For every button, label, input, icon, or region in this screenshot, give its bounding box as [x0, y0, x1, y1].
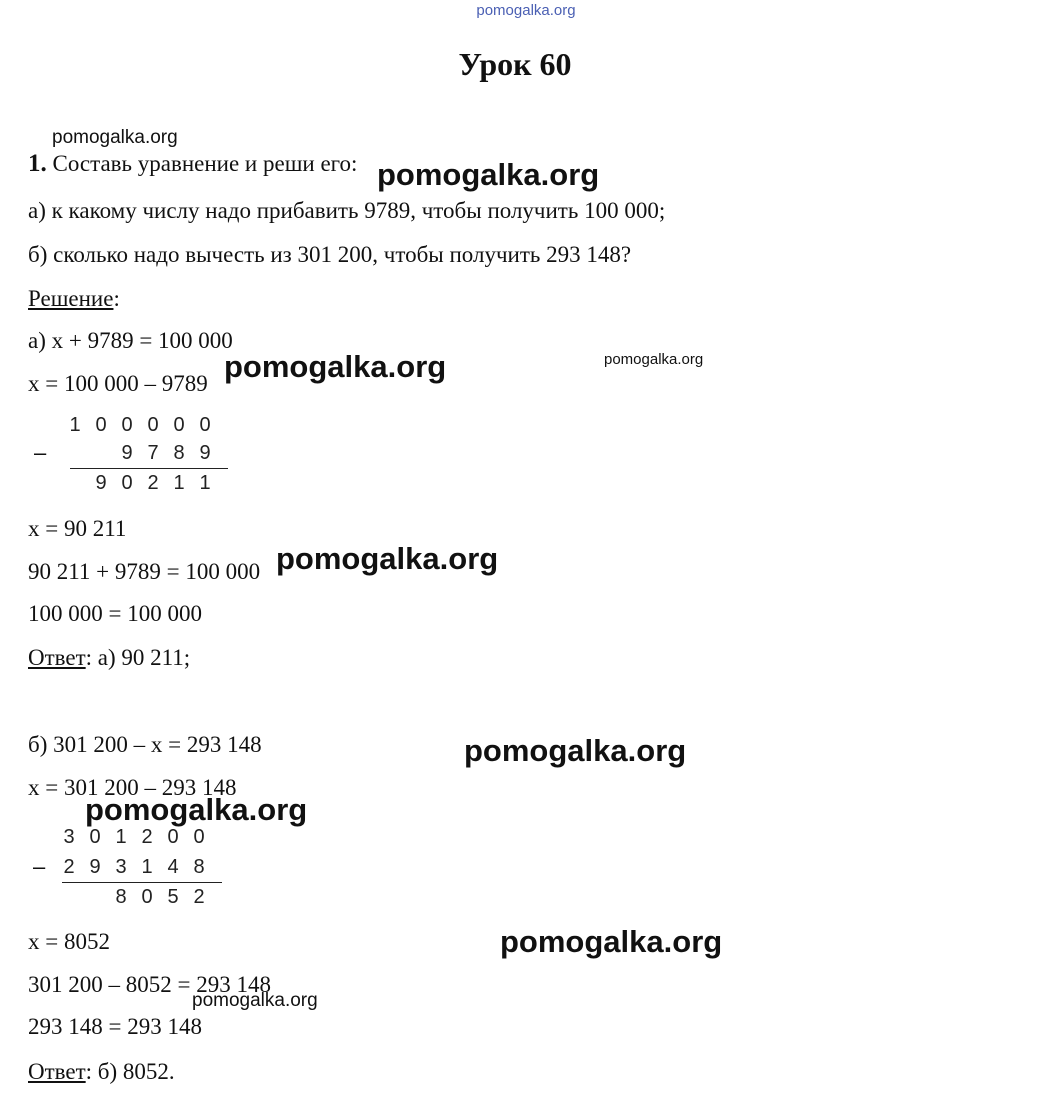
- digit: 2: [141, 826, 153, 848]
- digit: 2: [193, 886, 205, 908]
- digit: [56, 886, 82, 909]
- digit: 1: [115, 826, 127, 848]
- digit: 9: [95, 472, 107, 494]
- digit: 0: [95, 414, 107, 436]
- task-part-a: а) к какому числу надо прибавить 9789, чтобы получить 100 000;: [28, 198, 666, 223]
- digit: 0: [147, 414, 159, 436]
- b-column-subtrahend: [56, 856, 212, 879]
- a-column-subtrahend: [62, 442, 218, 465]
- watermark: pomogalka.org: [604, 351, 704, 368]
- digit: 0: [199, 414, 211, 436]
- digit: [62, 442, 88, 465]
- a-answer-text: : а) 90 211;: [85, 645, 191, 670]
- watermark: pomogalka.org: [224, 349, 447, 384]
- solution-label: Решение: [28, 286, 114, 311]
- task-heading: [28, 150, 357, 178]
- a-expression: x = 100 000 – 9789: [28, 371, 208, 396]
- watermark: pomogalka.org: [464, 733, 687, 768]
- b-column-result: [56, 886, 212, 909]
- b-column-rule: [62, 882, 222, 883]
- b-expression: x = 301 200 – 293 148: [28, 775, 237, 800]
- digit: 3: [115, 856, 127, 878]
- task-part-b: б) сколько надо вычесть из 301 200, чтобы получить 293 148?: [28, 242, 632, 267]
- a-minus-sign: –: [34, 440, 47, 465]
- digit: 2: [147, 472, 159, 494]
- watermark: pomogalka.org: [85, 792, 308, 827]
- digit: 0: [173, 414, 185, 436]
- digit: 5: [167, 886, 179, 908]
- digit: [62, 472, 88, 495]
- watermark: pomogalka.org: [52, 127, 178, 148]
- a-answer-label: Ответ: [28, 645, 86, 670]
- watermark: pomogalka.org: [276, 541, 499, 576]
- digit: 9: [199, 442, 211, 464]
- watermark: pomogalka.org: [500, 924, 723, 959]
- b-answer-text: : б) 8052.: [85, 1059, 175, 1084]
- solution-heading: [28, 285, 120, 313]
- digit: 1: [141, 856, 153, 878]
- b-minus-sign: –: [33, 854, 46, 879]
- digit: 2: [63, 856, 75, 878]
- a-column-top: [62, 414, 218, 437]
- b-column-top: [56, 826, 212, 849]
- page-title: Урок 60: [458, 46, 572, 82]
- a-column-subtraction: [62, 414, 232, 498]
- a-column-rule: [70, 468, 228, 469]
- task-prompt: Составь уравнение и реши его:: [52, 151, 358, 176]
- digit: 1: [69, 414, 81, 436]
- task-number: 1.: [28, 150, 47, 177]
- digit: 9: [121, 442, 133, 464]
- a-equation: а) x + 9789 = 100 000: [28, 328, 233, 353]
- digit: 0: [89, 826, 101, 848]
- b-check-2: 293 148 = 293 148: [28, 1014, 202, 1039]
- a-check-2: 100 000 = 100 000: [28, 601, 202, 626]
- watermark: pomogalka.org: [377, 157, 600, 192]
- b-check-1: 301 200 – 8052 = 293 148: [28, 972, 271, 997]
- digit: 4: [167, 856, 179, 878]
- a-check-1: 90 211 + 9789 = 100 000: [28, 559, 261, 584]
- a-answer: [28, 644, 190, 672]
- digit: 0: [167, 826, 179, 848]
- a-x-value: x = 90 211: [28, 516, 127, 541]
- digit: 8: [173, 442, 185, 464]
- digit: [82, 886, 108, 909]
- b-answer: [28, 1058, 175, 1086]
- a-column-result: [62, 472, 218, 495]
- digit: 3: [63, 826, 75, 848]
- b-column-subtraction: [56, 826, 226, 910]
- digit: 9: [89, 856, 101, 878]
- b-x-value: x = 8052: [28, 929, 110, 954]
- digit: 8: [193, 856, 205, 878]
- digit: 1: [199, 472, 211, 494]
- digit: 1: [173, 472, 185, 494]
- digit: 0: [121, 472, 133, 494]
- digit: 0: [121, 414, 133, 436]
- watermark: pomogalka.org: [192, 990, 318, 1011]
- digit: 0: [193, 826, 205, 848]
- b-equation: б) 301 200 – x = 293 148: [28, 732, 262, 757]
- digit: [88, 442, 114, 465]
- b-answer-label: Ответ: [28, 1059, 86, 1084]
- solution-colon: :: [113, 286, 120, 311]
- top-watermark: pomogalka.org: [476, 2, 576, 19]
- digit: 0: [141, 886, 153, 908]
- digit: 8: [115, 886, 127, 908]
- digit: 7: [147, 442, 159, 464]
